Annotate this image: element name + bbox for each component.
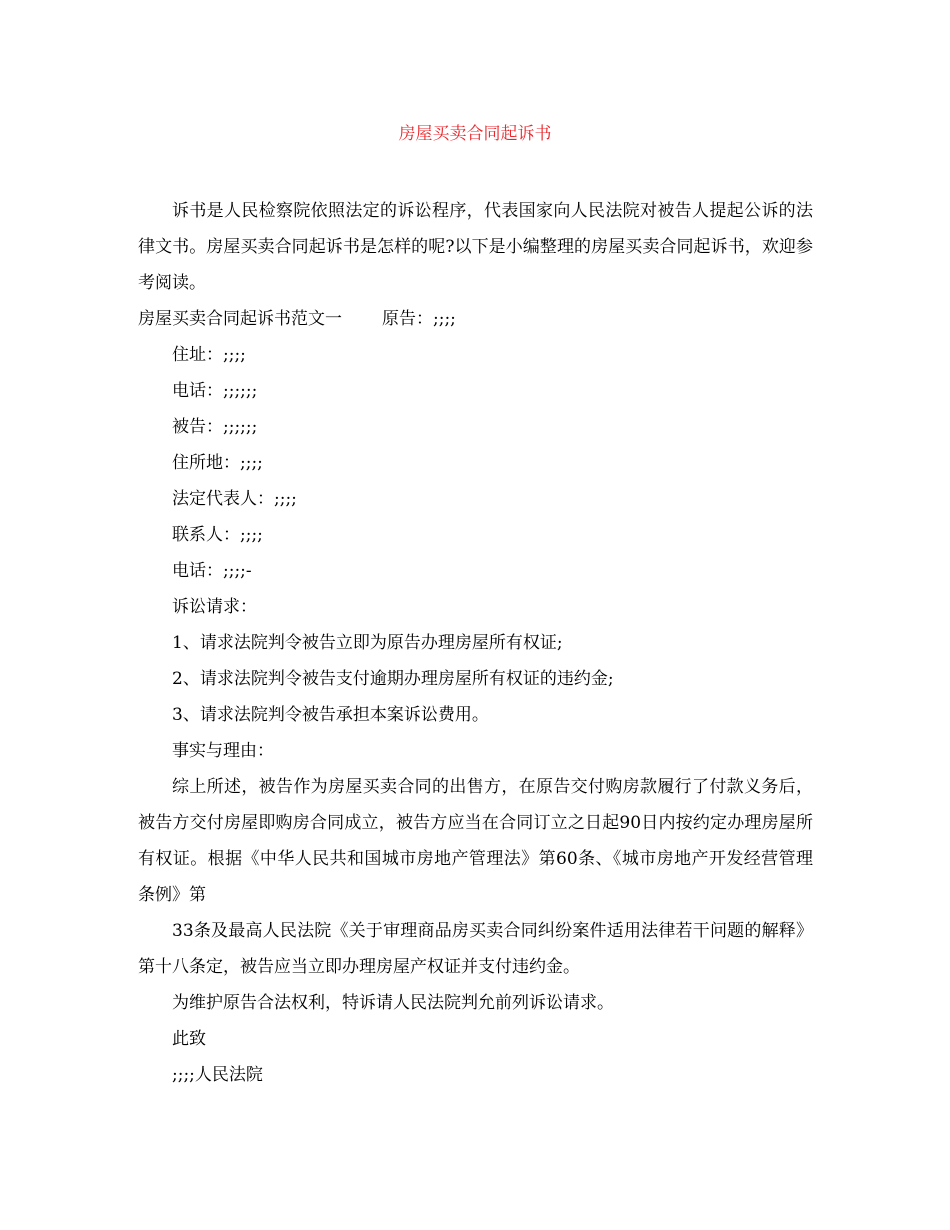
facts-paragraph-2: 33条及最高人民法院《关于审理商品房买卖合同纠纷案件适用法律若干问题的解释》第十八条定，被告应当立即办理房屋产权证并支付违约金。 <box>138 921 813 977</box>
phone-field-2: 电话：;;;;- <box>172 561 252 581</box>
sample-heading: 房屋买卖合同起诉书范文一 <box>138 309 342 329</box>
address-field: 住址：;;;; <box>172 345 246 365</box>
claim-item-3: 3、请求法院判令被告承担本案诉讼费用。 <box>172 705 489 725</box>
sample-heading-line <box>138 301 813 337</box>
closing-line: 此致 <box>172 1029 206 1049</box>
court-line: ;;;;人民法院 <box>172 1065 263 1085</box>
phone-field-1: 电话：;;;;;; <box>172 381 258 401</box>
contact-field: 联系人：;;;; <box>172 525 263 545</box>
claims-heading: 诉讼请求： <box>172 597 257 617</box>
document-body <box>138 193 813 1093</box>
claim-item-1: 1、请求法院判令被告立即为原告办理房屋所有权证; <box>172 633 563 653</box>
document-title: 房屋买卖合同起诉书 <box>398 124 552 144</box>
request-line: 为维护原告合法权利，特诉请人民法院判允前列诉讼请求。 <box>172 993 614 1013</box>
plaintiff-field: 原告：;;;; <box>382 309 456 329</box>
claim-item-2: 2、请求法院判令被告支付逾期办理房屋所有权证的违约金; <box>172 669 614 689</box>
facts-heading: 事实与理由： <box>172 741 274 761</box>
defendant-field: 被告：;;;;;; <box>172 417 258 437</box>
residence-field: 住所地：;;;; <box>172 453 263 473</box>
legal-representative-field: 法定代表人：;;;; <box>172 489 297 509</box>
facts-paragraph-1: 综上所述，被告作为房屋买卖合同的出售方，在原告交付购房款履行了付款义务后，被告方交付房屋即购房合同成立，被告方应当在合同订立之日起90日内按约定办理房屋所有权证。根据《中华人民共和国城市房地产管理法》第60条、《城市房地产开发经营管理条例》第 <box>138 777 813 905</box>
intro-paragraph: 诉书是人民检察院依照法定的诉讼程序，代表国家向人民法院对被告人提起公诉的法律文书。房屋买卖合同起诉书是怎样的呢?以下是小编整理的房屋买卖合同起诉书，欢迎参考阅读。 <box>138 201 813 293</box>
